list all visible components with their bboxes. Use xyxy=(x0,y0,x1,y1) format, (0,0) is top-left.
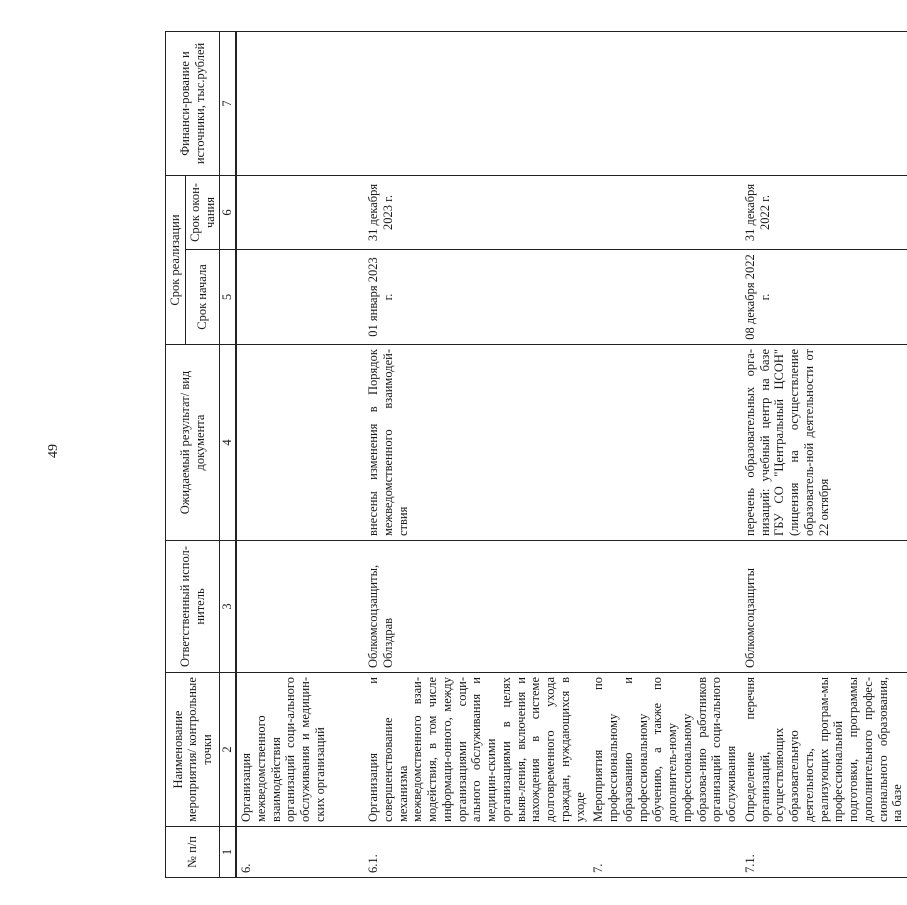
header-finance: Финанси-рование и источники, тыс.рублей xyxy=(166,31,220,175)
row-executor xyxy=(236,541,364,673)
table-row xyxy=(741,31,907,877)
header-end: Срок окон-чания xyxy=(185,175,220,249)
col-number: 5 xyxy=(220,250,236,345)
row-name: Организация и совершенствование механизма межведомственного взаи-модействия, в том числе информаци-онного, между организациями соци-ального обслуживания и медицин-скими организациями в целях выяв-ления, включения и нахождения в системе долговременного ухода граждан, нуждающихся в уходе xyxy=(364,673,589,827)
col-number: 3 xyxy=(220,541,236,673)
table-row xyxy=(589,31,741,877)
col-number: 6 xyxy=(220,175,236,249)
col-number: 7 xyxy=(220,31,236,175)
row-result: внесены изменения в Порядок межведомственного взаимодей-ствия xyxy=(364,345,589,541)
row-num: 6.1. xyxy=(364,827,589,878)
header-executor: Ответственный испол-нитель xyxy=(166,541,220,673)
row-num: 7. xyxy=(589,827,741,878)
col-number: 2 xyxy=(220,673,236,827)
row-name: Мероприятия по профессиональному образованию и профессиональному обучению, а также по дополнитель-ному профессиональному образова-нию работников организаций соци-ального обслуживания xyxy=(589,673,741,827)
row-name: Определение перечня организаций, осуществляющих образовательную деятельность, реализующих програм-мы профессиональной подготовки, программы дополнительного профес-сионального образования, на базе xyxy=(741,673,907,827)
row-end xyxy=(236,175,364,249)
row-finance xyxy=(236,31,364,175)
column-numbers-row xyxy=(220,31,236,877)
row-finance xyxy=(741,31,907,175)
row-start: 08 декабря 2022 г. xyxy=(741,250,907,345)
row-finance xyxy=(589,31,741,175)
rotated-page xyxy=(165,32,905,878)
row-result xyxy=(589,345,741,541)
row-end: 31 декабря 2023 г. xyxy=(364,175,589,249)
row-num: 7.1. xyxy=(741,827,907,878)
row-end: 31 декабря 2022 г. xyxy=(741,175,907,249)
row-end xyxy=(589,175,741,249)
row-executor xyxy=(589,541,741,673)
table-row xyxy=(364,31,589,877)
col-number: 1 xyxy=(220,827,236,878)
col-number: 4 xyxy=(220,345,236,541)
page-number: 49 xyxy=(46,444,61,458)
row-start: 01 января 2023 г. xyxy=(364,250,589,345)
row-result: перечень образовательных орга-низаций: учебный центр на базе ГБУ СО "Центральный ЦСОН" (лицензия на осуществление образователь-ной деятельности от 22 октября xyxy=(741,345,907,541)
row-finance xyxy=(364,31,589,175)
header-num: № п/п xyxy=(166,827,220,878)
table-row xyxy=(236,31,364,877)
row-num: 6. xyxy=(236,827,364,878)
row-start xyxy=(589,250,741,345)
header-period: Срок реализации xyxy=(166,175,186,344)
row-result xyxy=(236,345,364,541)
row-start xyxy=(236,250,364,345)
row-name: Организация межведомственного взаимодействия организаций соци-ального обслуживания и медицин-ских организаций xyxy=(236,673,364,827)
row-executor: Облкомсоцзащиты, Облздрав xyxy=(364,541,589,673)
plan-table xyxy=(165,31,907,878)
header-row xyxy=(166,31,186,877)
row-executor: Облкомсоцзащиты xyxy=(741,541,907,673)
header-name: Наименование мероприятия/ контрольные точки xyxy=(166,673,220,827)
header-start: Срок начала xyxy=(185,250,220,345)
header-result: Ожидаемый результат/ вид документа xyxy=(166,345,220,541)
